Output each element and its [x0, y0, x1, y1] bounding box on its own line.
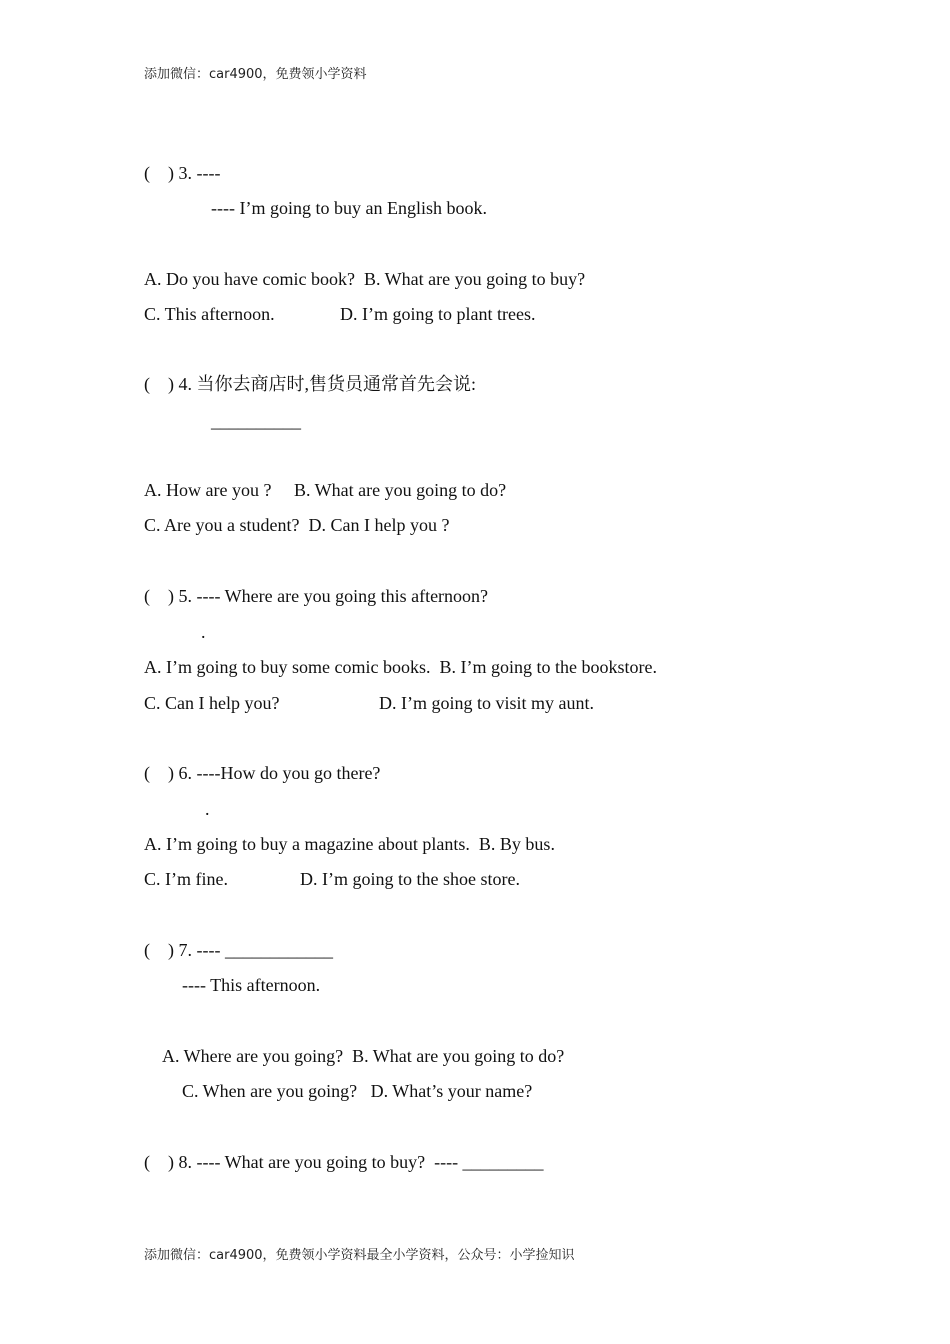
question-6-options-ab: A. I’m going to buy a magazine about plants. B. By bus.: [144, 834, 555, 854]
question-5-answer-dot: .: [201, 622, 206, 642]
question-7-answer: ---- This afternoon.: [182, 975, 321, 995]
question-5-prompt: ( ) 5. ---- Where are you going this afternoon?: [144, 586, 489, 606]
question-3-answer: ---- I’m going to buy an English book.: [211, 198, 487, 218]
question-7-options-ab: A. Where are you going? B. What are you going to do?: [162, 1046, 565, 1066]
question-6-answer-dot: .: [205, 799, 210, 819]
question-3-prompt: ( ) 3. ----: [144, 163, 221, 183]
question-7-prompt: ( ) 7. ---- ____________: [144, 940, 333, 960]
question-6-option-c: C. I’m fine.: [144, 869, 228, 889]
question-3-options-ab: A. Do you have comic book? B. What are you going to buy?: [144, 269, 586, 289]
question-4-options-ab: A. How are you ? B. What are you going to do?: [144, 480, 507, 500]
question-7-options-cd: C. When are you going? D. What’s your name?: [182, 1081, 533, 1101]
question-3-option-d: D. I’m going to plant trees.: [340, 304, 536, 324]
question-6-option-d: D. I’m going to the shoe store.: [300, 869, 520, 889]
question-4-options-cd: C. Are you a student? D. Can I help you ?: [144, 515, 450, 535]
question-4-prompt: ( ) 4. 当你去商店时,售货员通常首先会说:: [144, 374, 476, 394]
page-footer-note: 添加微信：car4900，免费领小学资料最全小学资料，公众号：小学捡知识: [144, 1248, 575, 1263]
question-5-option-c: C. Can I help you?: [144, 693, 280, 713]
question-4-blank: __________: [211, 411, 301, 431]
question-6-prompt: ( ) 6. ----How do you go there?: [144, 763, 381, 783]
question-8-prompt: ( ) 8. ---- What are you going to buy? ---- _________: [144, 1152, 544, 1172]
question-5-options-ab: A. I’m going to buy some comic books. B. I’m going to the bookstore.: [144, 657, 657, 677]
page-header-note: 添加微信：car4900，免费领小学资料: [144, 67, 367, 82]
question-3-option-c: C. This afternoon.: [144, 304, 275, 324]
question-5-option-d: D. I’m going to visit my aunt.: [379, 693, 594, 713]
